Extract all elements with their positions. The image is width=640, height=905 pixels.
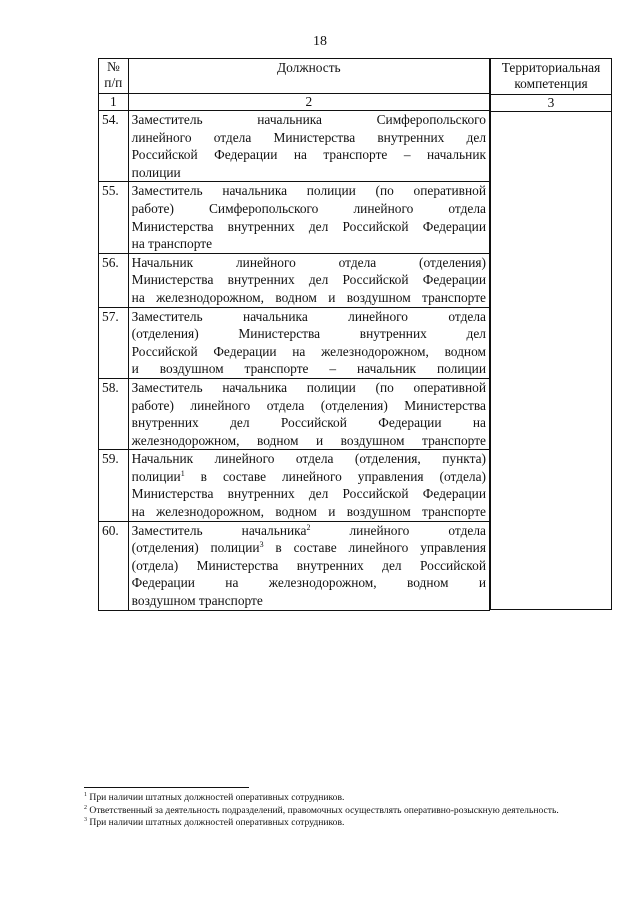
footnote [84,792,584,805]
footnote-marker: 3 [259,540,264,550]
position-text: (отделения) полиции [131,540,260,556]
position-text: в составе линейного управления [263,540,486,556]
positions-table [98,58,490,611]
table-row [99,182,490,253]
position-line: Российской Федерации на железнодорожном, водном [131,343,486,359]
position-line: (отделения) Министерства внутренних дел [131,326,486,342]
footnote [84,817,584,830]
table-index-row [99,94,490,111]
header-territorial: Территориальная компетенция [491,59,611,95]
footnote [84,805,584,818]
footnotes [84,792,584,830]
position-text: Заместитель начальника [131,522,307,538]
page-number: 18 [313,34,327,49]
footnote-separator [84,787,249,788]
row-position [128,182,489,253]
footnote-mark: 1 [84,792,87,798]
header-number [99,59,129,94]
footnote-text: Ответственный за деятельность подразделений, правомочных осуществлять оперативно-розыскную деятельность. [87,804,559,816]
row-number: 59. [99,450,129,521]
header-position: Должность [128,59,489,94]
position-line: на транспорте [131,236,213,252]
row-position [128,111,489,182]
row-number: 60. [99,521,129,610]
footnote-mark: 3 [84,817,87,823]
position-line: полиции [131,164,181,180]
footnote-text: При наличии штатных должностей оперативных сотрудников. [87,817,345,828]
position-line [132,468,486,486]
row-position [128,307,489,378]
position-line: Заместитель начальника полиции (по оперативной [131,183,486,199]
index-cell-3: 3 [491,95,611,112]
position-line: работе) Симферопольского линейного отдела [131,200,486,216]
row-position [128,378,489,449]
position-text: в составе линейного управления (отдела) [184,468,486,484]
position-text: полиции [131,468,181,484]
footnote-text: При наличии штатных должностей оперативных сотрудников. [87,792,345,803]
position-line: Российской Федерации на транспорте – начальник [131,147,486,163]
position-line: воздушном транспорте [131,593,263,609]
position-line: Заместитель начальника полиции (по оперативной [131,379,486,395]
table-row [99,450,490,521]
position-line: Заместитель начальника линейного отдела [131,308,486,324]
position-line: Начальник линейного отдела (отделения, пункта) [131,451,486,467]
index-cell-2: 2 [128,94,489,111]
position-line: Министерства внутренних дел Российской Федерации [131,272,486,288]
footnote-mark: 2 [84,804,87,811]
table-row [99,378,490,449]
position-text: линейного отдела [310,522,486,538]
position-line [132,539,486,557]
position-line [132,522,486,540]
position-line: Министерства внутренних дел Российской Федерации [131,218,486,234]
footnote-marker: 1 [180,468,185,478]
row-number: 57. [99,307,129,378]
position-line: железнодорожном, водном и воздушном транспорте [131,432,486,448]
position-line: Заместитель начальника Симферопольского [131,112,486,127]
position-line: внутренних дел Российской Федерации на [131,415,486,431]
position-line: на железнодорожном, водном и воздушном транспорте [131,289,486,305]
table-row [99,111,490,182]
position-line: на железнодорожном, водном и воздушном транспорте [131,504,486,520]
position-line: Федерации на железнодорожном, водном и [131,575,486,591]
index-cell-1: 1 [99,94,129,111]
row-position [128,521,489,610]
row-number: 54. [99,111,129,182]
table-row [99,253,490,307]
table-header-row [99,59,490,94]
position-line: Начальник линейного отдела (отделения) [131,254,486,270]
header-number-abbr: п/п [104,75,123,90]
position-line: работе) линейного отдела (отделения) Министерства [131,397,486,413]
position-line: линейного отдела Министерства внутренних дел [131,129,486,145]
row-number: 58. [99,378,129,449]
header-number-symbol: № [106,59,120,74]
row-position [128,253,489,307]
row-position [128,450,489,521]
row-number: 55. [99,182,129,253]
position-line: (отдела) Министерства внутренних дел Российской [131,557,486,573]
table-row [99,307,490,378]
table-row [99,521,490,610]
row-number: 56. [99,253,129,307]
position-line: и воздушном транспорте – начальник полиции [131,361,486,377]
territorial-column [490,58,612,610]
position-line: Министерства внутренних дел Российской Федерации [131,486,486,502]
footnote-marker: 2 [306,522,311,532]
